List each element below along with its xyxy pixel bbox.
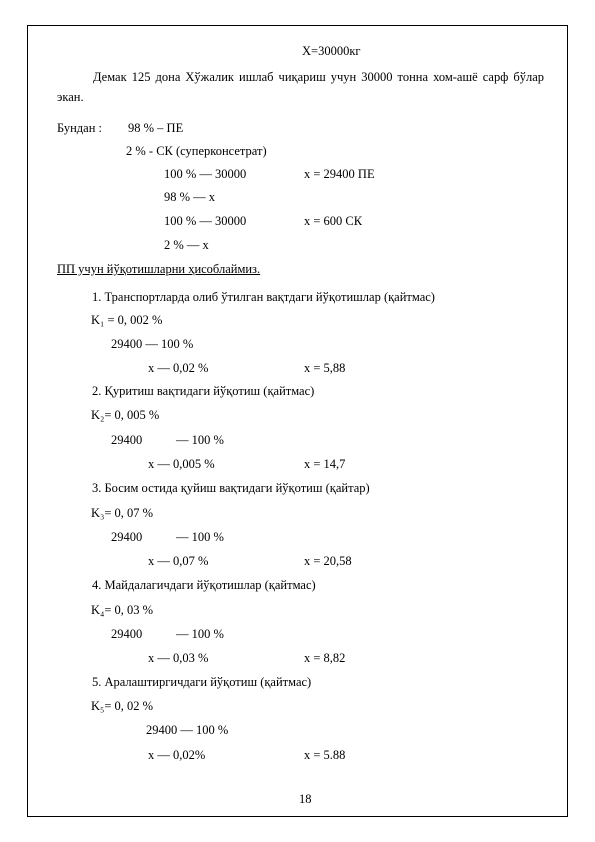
proportion-left: 100 % — 30000 xyxy=(164,167,247,181)
item-row: 29400 — 100 % xyxy=(111,337,194,351)
section-heading: ПП учун йўқотишларни ҳисоблаймиз. xyxy=(57,262,261,276)
item-coefficient: K₂= 0, 005 % xyxy=(91,408,160,422)
item-result: x = 8,82 xyxy=(304,651,346,665)
item-row: 29400 xyxy=(111,530,143,544)
item-title: 3. Босим остида қуйиш вақтидаги йўқотиш (қайтар) xyxy=(92,481,370,495)
item-title: 1. Транспортларда олиб ўтилган вақтдаги йўқотишлар (қайтмас) xyxy=(92,290,435,304)
item-title: 5. Аралаштиргичдаги йўқотиш (қайтмас) xyxy=(92,675,312,689)
intro-label: Бундан : xyxy=(57,121,103,135)
item-row: — 100 % xyxy=(176,433,224,447)
item-row: x — 0,02 % xyxy=(148,361,209,375)
item-row: x — 0,02% xyxy=(148,748,206,762)
line-pe: 98 % – ПЕ xyxy=(128,121,184,135)
item-result: x = 20,58 xyxy=(304,554,352,568)
line-sk: 2 % - СК (суперконсетрат) xyxy=(126,144,267,158)
proportion-result: x = 29400 ПЕ xyxy=(304,167,375,181)
item-coefficient: K₃= 0, 07 % xyxy=(91,506,154,520)
item-row: — 100 % xyxy=(176,627,224,641)
proportion-left: 98 % — x xyxy=(164,190,216,204)
item-row: x — 0,03 % xyxy=(148,651,209,665)
item-coefficient: K₅= 0, 02 % xyxy=(91,699,154,713)
item-row: 29400 — 100 % xyxy=(146,723,229,737)
item-row: — 100 % xyxy=(176,530,224,544)
item-coefficient: K₄= 0, 03 % xyxy=(91,603,154,617)
item-title: 2. Қуритиш вақтидаги йўқотиш (қайтмас) xyxy=(92,384,315,398)
item-row: x — 0,005 % xyxy=(148,457,215,471)
proportion-left: 100 % — 30000 xyxy=(164,214,247,228)
item-row: 29400 xyxy=(111,627,143,641)
paragraph-summary: Демак 125 дона Хўжалик ишлаб чиқариш учун 30000 тонна хом-ашё сарф бўлар экан. xyxy=(57,70,544,104)
top-value: X=30000кг xyxy=(302,44,361,58)
proportion-left: 2 % — x xyxy=(164,238,209,252)
item-result: x = 5,88 xyxy=(304,361,346,375)
item-row: x — 0,07 % xyxy=(148,554,209,568)
item-coefficient: K₁ = 0, 002 % xyxy=(91,313,163,327)
page-number: 18 xyxy=(299,792,312,806)
item-result: x = 14,7 xyxy=(304,457,346,471)
proportion-result: x = 600 СК xyxy=(304,214,363,228)
item-title: 4. Майдалагичдаги йўқотишлар (қайтмас) xyxy=(92,578,316,592)
item-result: x = 5.88 xyxy=(304,748,346,762)
item-row: 29400 xyxy=(111,433,143,447)
